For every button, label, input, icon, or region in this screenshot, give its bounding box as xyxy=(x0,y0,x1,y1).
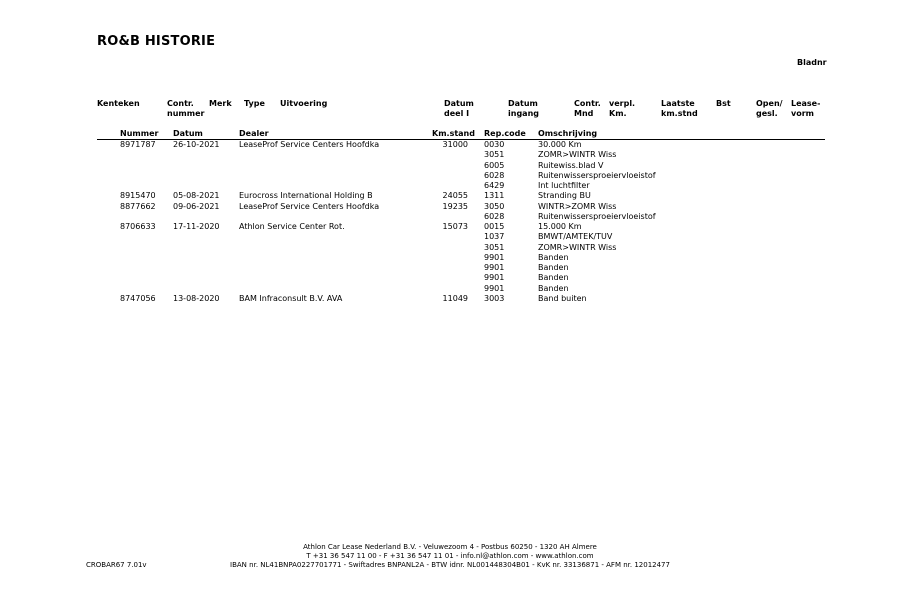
sub-header-repcode: Rep.code xyxy=(484,129,526,138)
column-header-kenteken: Kenteken xyxy=(97,99,140,108)
repair-description: Ruitewiss.blad V xyxy=(538,160,604,170)
record-datum: 05-08-2021 xyxy=(173,191,220,201)
record-datum: 13-08-2020 xyxy=(173,293,220,303)
sub-header-dealer: Dealer xyxy=(239,129,269,138)
repair-code: 6429 xyxy=(484,181,505,190)
column-header-contr-nummer: nummer xyxy=(167,109,205,118)
record-kmstand: 24055 xyxy=(442,191,468,201)
column-header-verpl-km: verpl. xyxy=(609,99,636,108)
column-header-open-gesl: gesl. xyxy=(756,109,778,118)
repair-code: 9901 xyxy=(484,283,505,293)
column-header-contr-mnd: Mnd xyxy=(574,109,594,118)
repair-description: ZOMR>WINTR Wiss xyxy=(538,242,617,252)
repair-code: 0030 xyxy=(484,140,505,149)
record-dealer: LeaseProf Service Centers Hoofdka xyxy=(239,201,380,211)
record-dealer: BAM Infraconsult B.V. AVA xyxy=(239,293,343,303)
column-header-uitvoering: Uitvoering xyxy=(280,99,328,108)
repair-description: 15.000 Km xyxy=(538,222,582,231)
repair-description: ZOMR>WINTR Wiss xyxy=(538,150,617,160)
repair-code: 0015 xyxy=(484,222,505,231)
record-kmstand: 31000 xyxy=(442,140,468,149)
record-nummer: 8877662 xyxy=(120,201,156,211)
footer-contact: T +31 36 547 11 00 - F +31 36 547 11 01 - info.nl@athlon.com - www.athlon.com xyxy=(306,552,594,560)
sub-header-omschrijving: Omschrijving xyxy=(538,129,598,138)
repair-code: 9901 xyxy=(484,273,505,283)
repair-description: Ruitenwissersproeiervloeistof xyxy=(538,211,656,221)
repair-description: Int luchtfilter xyxy=(538,181,590,190)
repair-description: 30.000 Km xyxy=(538,140,582,149)
repair-code: 6028 xyxy=(484,170,505,180)
record-dealer: Athlon Service Center Rot. xyxy=(239,222,345,231)
footer-address: Athlon Car Lease Nederland B.V. - Veluwezoom 4 - Postbus 60250 - 1320 AH Almere xyxy=(303,543,597,551)
repair-description: BMWT/AMTEK/TUV xyxy=(538,232,613,242)
record-kmstand: 15073 xyxy=(442,222,468,231)
column-header-verpl-km: Km. xyxy=(609,109,627,118)
column-header-lease-vorm: Lease- xyxy=(791,99,821,108)
repair-description: Banden xyxy=(538,263,569,272)
column-header-laatste-kmstnd: km.stnd xyxy=(661,109,698,118)
sub-header-kmstand: Km.stand xyxy=(432,129,475,138)
record-kmstand: 11049 xyxy=(442,293,468,303)
record-nummer: 8915470 xyxy=(120,191,156,201)
repair-code: 6028 xyxy=(484,211,505,221)
column-header-contr-mnd: Contr. xyxy=(574,99,601,108)
repair-code: 6005 xyxy=(484,160,505,170)
column-header-datum-deel: deel I xyxy=(444,109,470,118)
repair-code: 3003 xyxy=(484,293,505,303)
repair-description: Banden xyxy=(538,252,569,262)
column-header-lease-vorm: vorm xyxy=(791,109,814,118)
record-nummer: 8747056 xyxy=(120,293,156,303)
column-header-merk: Merk xyxy=(209,99,232,108)
record-nummer: 8971787 xyxy=(120,140,156,149)
repair-description: Stranding BU xyxy=(538,191,591,201)
repair-code: 9901 xyxy=(484,263,505,272)
record-kmstand: 19235 xyxy=(442,201,468,211)
repair-description: Ruitenwissersproeiervloeistof xyxy=(538,170,656,180)
record-datum: 26-10-2021 xyxy=(173,140,220,149)
repair-code: 3051 xyxy=(484,242,505,252)
repair-description: WINTR>ZOMR Wiss xyxy=(538,201,617,211)
repair-code: 1037 xyxy=(484,232,505,242)
column-header-open-gesl: Open/ xyxy=(756,99,783,108)
record-nummer: 8706633 xyxy=(120,222,156,231)
repair-description: Banden xyxy=(538,283,569,293)
column-header-datum-ingang: Datum xyxy=(508,99,538,108)
column-header-contr-nummer: Contr. xyxy=(167,99,194,108)
repair-description: Banden xyxy=(538,273,569,283)
bladnr-label: Bladnr xyxy=(797,58,827,67)
sub-header-datum: Datum xyxy=(173,129,203,138)
sub-header-nummer: Nummer xyxy=(120,129,159,138)
repair-description: Band buiten xyxy=(538,293,587,303)
record-dealer: LeaseProf Service Centers Hoofdka xyxy=(239,140,380,149)
repair-code: 3051 xyxy=(484,150,505,160)
repair-code: 3050 xyxy=(484,201,505,211)
column-header-datum-ingang: ingang xyxy=(508,109,539,118)
column-header-laatste-kmstnd: Laatste xyxy=(661,99,695,108)
record-datum: 17-11-2020 xyxy=(173,222,220,231)
version-label: CROBAR67 7.01v xyxy=(86,561,147,569)
repair-code: 1311 xyxy=(484,191,505,201)
column-header-type: Type xyxy=(244,99,265,108)
footer-registration: IBAN nr. NL41BNPA0227701771 - Swiftadres BNPANL2A - BTW idnr. NL001448304B01 - KvK nr. 33136871 - AFM nr. 12012477 xyxy=(230,561,670,569)
page-title: RO&B HISTORIE xyxy=(97,34,216,49)
column-header-datum-deel: Datum xyxy=(444,99,474,108)
record-datum: 09-06-2021 xyxy=(173,201,220,211)
column-header-bst: Bst xyxy=(716,99,731,108)
repair-code: 9901 xyxy=(484,252,505,262)
record-dealer: Eurocross International Holding B xyxy=(239,191,373,201)
